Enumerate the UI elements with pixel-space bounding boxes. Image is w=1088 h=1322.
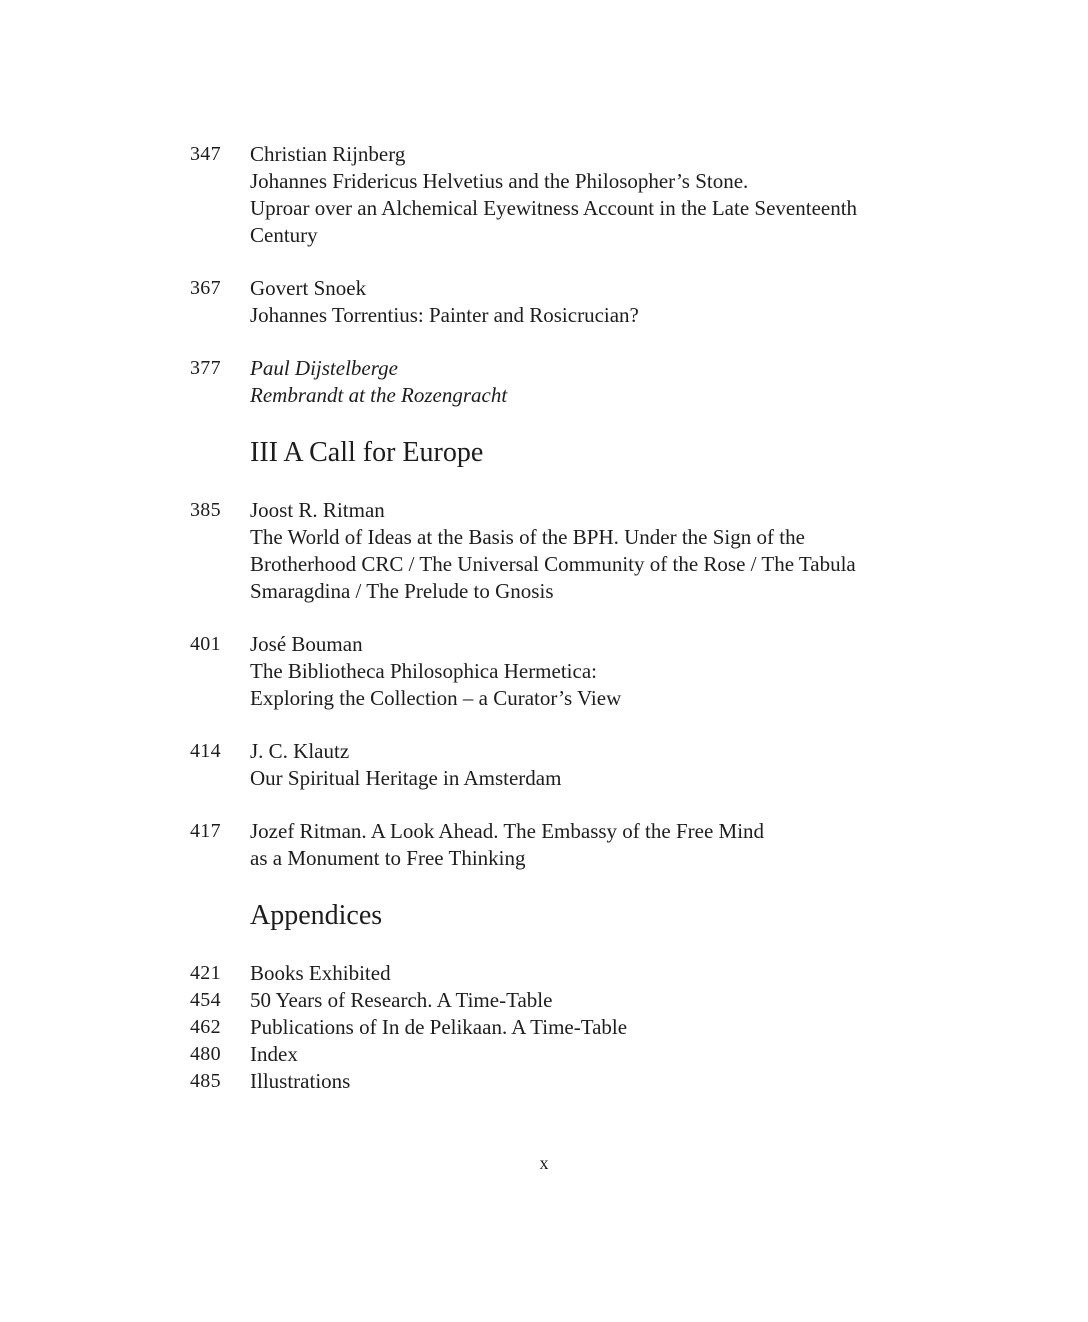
toc-entry-text — [250, 355, 507, 409]
toc-entry-page-number: 485 — [190, 1070, 221, 1092]
toc-entry-text — [250, 1041, 298, 1068]
toc-entry-page-number: 414 — [190, 740, 221, 762]
toc-entry-title-line: The Bibliotheca Philosophica Hermetica: — [250, 659, 597, 683]
toc-entry-title-line: Smaragdina / The Prelude to Gnosis — [250, 579, 554, 603]
toc-entry — [190, 738, 1028, 792]
toc-entry-title-line: Brotherhood CRC / The Universal Community of the Rose / The Tabula — [250, 552, 856, 576]
footer-page-number: x — [539, 1153, 549, 1173]
toc-entry-title-line: The World of Ideas at the Basis of the BPH. Under the Sign of the — [250, 525, 805, 549]
toc-entry — [190, 1068, 1028, 1095]
toc-entry-text — [250, 1014, 627, 1041]
toc-entry-author: José Bouman — [250, 632, 363, 656]
toc-entry-text — [250, 631, 621, 712]
toc-entry — [190, 1014, 1028, 1041]
toc-entry-title-line: Books Exhibited — [250, 961, 391, 985]
toc-entry-title-line: Illustrations — [250, 1069, 351, 1093]
toc-entry — [190, 275, 1028, 329]
toc-entry-title-line: Century — [250, 223, 318, 247]
toc-entry — [190, 631, 1028, 712]
toc-entry-author: J. C. Klautz — [250, 739, 350, 763]
toc-entry-title-line: Our Spiritual Heritage in Amsterdam — [250, 766, 562, 790]
toc-entry-text — [250, 987, 552, 1014]
toc-entry-text — [250, 497, 856, 605]
toc-entry-author: Christian Rijnberg — [250, 142, 406, 166]
section-heading: III A Call for Europe — [250, 437, 484, 468]
toc-entry-page-number: 385 — [190, 499, 221, 521]
toc-entry-page-number: 367 — [190, 277, 221, 299]
toc-entry-title-line: 50 Years of Research. A Time-Table — [250, 988, 553, 1012]
toc-entry-page-number: 462 — [190, 1016, 221, 1038]
toc-entry — [190, 497, 1028, 605]
toc-entry — [190, 987, 1028, 1014]
toc-entry-title-line: as a Monument to Free Thinking — [250, 846, 526, 870]
toc-entry — [190, 960, 1028, 987]
toc-entry-title-line: Uproar over an Alchemical Eyewitness Account in the Late Seventeenth — [250, 196, 858, 220]
toc-entry-page-number: 454 — [190, 989, 221, 1011]
toc-entry-page-number: 401 — [190, 633, 221, 655]
toc-entry-text — [250, 1068, 350, 1095]
toc-entry-title-line: Exploring the Collection – a Curator’s View — [250, 686, 622, 710]
toc-entry-page-number: 377 — [190, 357, 221, 379]
toc-entry-title-line: Rembrandt at the Rozengracht — [250, 383, 508, 407]
toc-entry-page-number: 347 — [190, 143, 221, 165]
toc-entry-text — [250, 960, 391, 987]
toc-entry-author: Joost R. Ritman — [250, 498, 385, 522]
toc-entry — [190, 355, 1028, 409]
section-heading: Appendices — [250, 900, 383, 931]
toc-entry — [190, 141, 1028, 249]
toc-entry-title-line: Index — [250, 1042, 298, 1066]
toc-entry-page-number: 480 — [190, 1043, 221, 1065]
toc-entry-title-line: Johannes Torrentius: Painter and Rosicrucian? — [250, 303, 639, 327]
toc-entry-title-line: Johannes Fridericus Helvetius and the Philosopher’s Stone. — [250, 169, 749, 193]
toc-entry-text — [250, 738, 561, 792]
toc-entry — [190, 818, 1028, 872]
toc-entry-title-line: Publications of In de Pelikaan. A Time-Table — [250, 1015, 628, 1039]
toc-entry-text — [250, 818, 764, 872]
toc-entry-author: Govert Snoek — [250, 276, 367, 300]
toc-entry-text — [250, 141, 857, 249]
toc-entry-page-number: 417 — [190, 820, 221, 842]
toc-entry-title-line: Jozef Ritman. A Look Ahead. The Embassy of the Free Mind — [250, 819, 765, 843]
toc-entry-page-number: 421 — [190, 962, 221, 984]
toc-entry — [190, 1041, 1028, 1068]
toc-entry-author: Paul Dijstelberge — [250, 356, 398, 380]
toc-entry-text — [250, 275, 639, 329]
table-of-contents — [190, 141, 1028, 1095]
